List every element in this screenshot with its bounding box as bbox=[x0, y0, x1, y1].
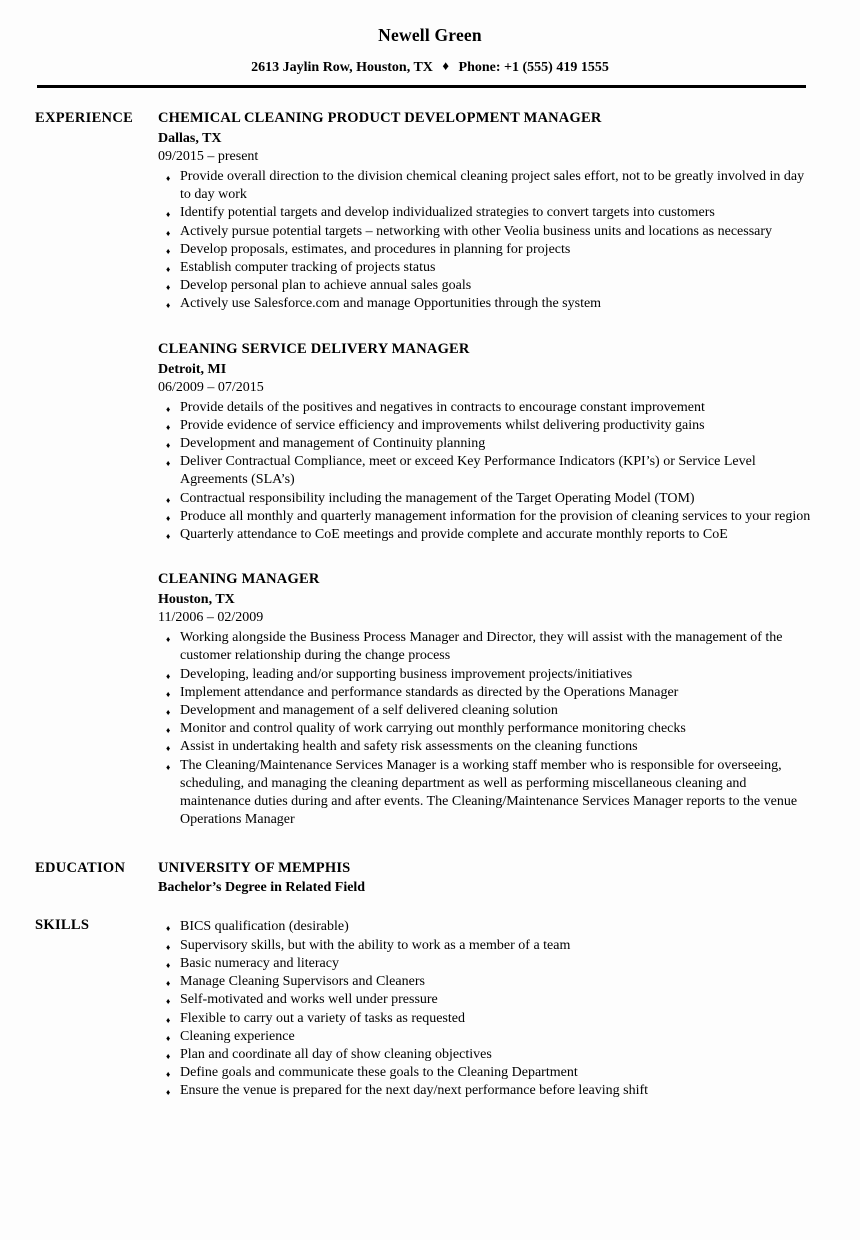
diamond-separator-icon: ♦ bbox=[442, 58, 450, 73]
bullet-item: ♦ Flexible to carry out a variety of tasks as requested bbox=[180, 1010, 812, 1028]
bullet-item: ♦ Produce all monthly and quarterly management information for the provision of cleaning services to your region bbox=[180, 508, 812, 526]
job-bullet-list bbox=[158, 168, 812, 314]
job-dates: 06/2009 – 07/2015 bbox=[158, 379, 264, 395]
bullet-item: ♦ Cleaning experience bbox=[180, 1028, 812, 1046]
bullet-item: ♦ Provide evidence of service efficiency and improvements whilst delivering productivity gains bbox=[180, 417, 812, 435]
bullet-item: ♦ Contractual responsibility including the management of the Target Operating Model (TOM) bbox=[180, 490, 812, 508]
bullet-item: ♦ Manage Cleaning Supervisors and Cleaners bbox=[180, 973, 812, 991]
bullet-item: ♦ Basic numeracy and literacy bbox=[180, 955, 812, 973]
job-location: Dallas, TX bbox=[158, 131, 222, 146]
section-label-skills: SKILLS bbox=[35, 917, 90, 934]
bullet-item: ♦ Deliver Contractual Compliance, meet or exceed Key Performance Indicators (KPI’s) or Service Level Agreements (SLA’s) bbox=[180, 453, 812, 489]
degree-name: Bachelor’s Degree in Related Field bbox=[158, 880, 366, 896]
bullet-item: ♦ Working alongside the Business Process Manager and Director, they will assist with the management of the customer relationship during the change process bbox=[180, 629, 812, 665]
job-title: CLEANING MANAGER bbox=[158, 571, 320, 588]
job-entry-1 bbox=[158, 109, 812, 314]
bullet-item: ♦ Provide details of the positives and negatives in contracts to encourage constant improvement bbox=[180, 399, 812, 417]
bullet-item: ♦ Implement attendance and performance standards as directed by the Operations Manager bbox=[180, 684, 812, 702]
section-experience bbox=[0, 109, 860, 829]
bullet-item: ♦ Actively pursue potential targets – networking with other Veolia business units and locations as necessary bbox=[180, 223, 812, 241]
section-label-education: EDUCATION bbox=[35, 860, 126, 877]
section-skills bbox=[0, 916, 860, 1100]
bullet-item: ♦ Develop proposals, estimates, and procedures in planning for projects bbox=[180, 241, 812, 259]
job-entry-3 bbox=[158, 570, 812, 829]
job-title: CLEANING SERVICE DELIVERY MANAGER bbox=[158, 340, 470, 357]
bullet-item: ♦ Identify potential targets and develop individualized strategies to convert targets into customers bbox=[180, 204, 812, 222]
bullet-item: ♦ Assist in undertaking health and safety risk assessments on the cleaning functions bbox=[180, 738, 812, 756]
job-dates: 11/2006 – 02/2009 bbox=[158, 610, 264, 626]
experience-content bbox=[158, 109, 812, 829]
contact-line bbox=[0, 59, 860, 76]
section-education bbox=[0, 859, 860, 898]
bullet-item: ♦ Development and management of a self delivered cleaning solution bbox=[180, 702, 812, 720]
job-bullet-list bbox=[158, 399, 812, 545]
bullet-item: ♦ The Cleaning/Maintenance Services Manager is a working staff member who is responsible for overseeing, scheduling, and managing the cleaning department as well as performing miscellaneous cleaning and maintenance duties during and after events. The Cleaning/Maintenance Services Manager reports to the venue Operations Manager bbox=[180, 757, 812, 830]
bullet-item: ♦ Monitor and control quality of work carrying out monthly performance monitoring checks bbox=[180, 720, 812, 738]
education-content bbox=[158, 859, 812, 898]
bullet-item: ♦ Provide overall direction to the division chemical cleaning project sales effort, not to be greatly involved in day to day work bbox=[180, 168, 812, 204]
skills-bullet-list bbox=[158, 918, 812, 1100]
bullet-item: ♦ Developing, leading and/or supporting business improvement projects/initiatives bbox=[180, 666, 812, 684]
bullet-item: ♦ Self-motivated and works well under pressure bbox=[180, 991, 812, 1009]
resume-header bbox=[0, 25, 860, 88]
bullet-item: ♦ Quarterly attendance to CoE meetings and provide complete and accurate monthly reports to CoE bbox=[180, 526, 812, 544]
skills-content bbox=[158, 916, 812, 1100]
bullet-item: ♦ Ensure the venue is prepared for the next day/next performance before leaving shift bbox=[180, 1082, 812, 1100]
bullet-item: ♦ BICS qualification (desirable) bbox=[180, 918, 812, 936]
bullet-item: ♦ Development and management of Continuity planning bbox=[180, 435, 812, 453]
job-location: Houston, TX bbox=[158, 592, 235, 608]
section-label-experience: EXPERIENCE bbox=[35, 110, 134, 126]
bullet-item: ♦ Define goals and communicate these goals to the Cleaning Department bbox=[180, 1064, 812, 1082]
job-dates: 09/2015 – present bbox=[158, 149, 259, 164]
bullet-item: ♦ Supervisory skills, but with the ability to work as a member of a team bbox=[180, 937, 812, 955]
bullet-item: ♦ Plan and coordinate all day of show cleaning objectives bbox=[180, 1046, 812, 1064]
header-divider bbox=[37, 85, 806, 88]
job-location: Detroit, MI bbox=[158, 361, 227, 377]
phone-text: Phone: +1 (555) 419 1555 bbox=[458, 60, 609, 75]
bullet-item: ♦ Establish computer tracking of projects status bbox=[180, 259, 812, 277]
job-bullet-list bbox=[158, 629, 812, 829]
bullet-item: ♦ Actively use Salesforce.com and manage Opportunities through the system bbox=[180, 295, 812, 313]
address-text: 2613 Jaylin Row, Houston, TX bbox=[251, 60, 433, 75]
job-entry-2 bbox=[158, 340, 812, 545]
job-title: CHEMICAL CLEANING PRODUCT DEVELOPMENT MANAGER bbox=[158, 110, 602, 126]
candidate-name: Newell Green bbox=[378, 25, 482, 45]
school-name: UNIVERSITY OF MEMPHIS bbox=[158, 860, 351, 877]
bullet-item: ♦ Develop personal plan to achieve annual sales goals bbox=[180, 277, 812, 295]
